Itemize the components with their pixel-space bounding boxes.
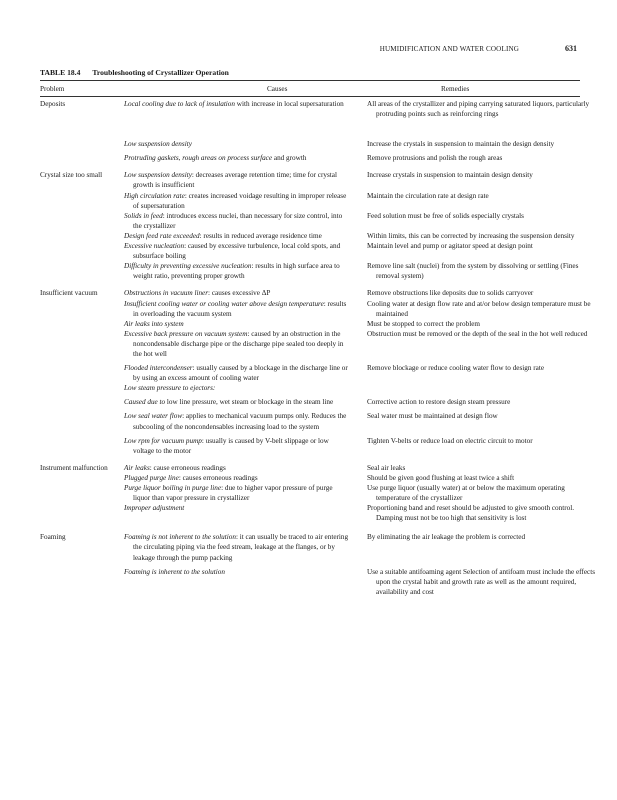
cause-cell: Difficulty in preventing excessive nucleation: results in high surface area to weight ratio, preventing proper growth bbox=[124, 262, 340, 281]
cause-cell: Local cooling due to lack of insulation with increase in local supersaturation bbox=[124, 100, 344, 108]
problem-group-insufficient-vacuum bbox=[40, 288, 591, 455]
cause-cell: Low suspension density bbox=[124, 140, 192, 149]
table-row bbox=[40, 532, 580, 562]
table-row bbox=[40, 383, 580, 393]
table-top-rule bbox=[40, 80, 580, 81]
problem-label: Foaming bbox=[40, 533, 66, 542]
table-row bbox=[40, 261, 580, 281]
remedy-cell: Remove obstructions like deposits due to solids carryover bbox=[367, 289, 534, 298]
remedy-cell: Cooling water at design flow rate and at/or below design temperature must be maintained bbox=[367, 299, 591, 318]
remedy-cell: Seal water must be maintained at design flow bbox=[367, 412, 498, 421]
remedy-cell: All areas of the crystallizer and piping carrying saturated liquors, particularly protruding points such as reinforcing rings bbox=[367, 100, 590, 119]
remedy-cell: Seal air leaks bbox=[367, 463, 406, 472]
cause-cell: Excessive nucleation: caused by excessive turbulence, local cold spots, and subsurface boiling bbox=[124, 242, 341, 261]
cause-cell: High circulation rate: creates increased voidage resulting in improper release of supersaturation bbox=[124, 191, 347, 210]
cause-cell: Low steam pressure to ejectors: bbox=[124, 384, 216, 393]
problem-label: Deposits bbox=[40, 100, 66, 108]
column-header-remedies: Remedies bbox=[441, 85, 470, 93]
table-row bbox=[40, 139, 580, 149]
table-row bbox=[40, 99, 590, 119]
table-row bbox=[40, 411, 580, 431]
table-body bbox=[40, 99, 595, 597]
remedy-cell: Remove line salt (nuclei) from the system by dissolving or settling (Fines removal system) bbox=[367, 262, 579, 281]
problem-group-crystal-size bbox=[40, 170, 580, 281]
problem-group-foaming bbox=[40, 532, 595, 597]
running-head: HUMIDIFICATION AND WATER COOLING bbox=[379, 45, 519, 53]
table-row bbox=[40, 241, 580, 261]
cause-cell: Design feed rate exceeded: results in reduced average residence time bbox=[124, 231, 322, 240]
remedy-cell: Use a suitable antifoaming agent Selection of antifoam must include the effects upon the crystal habit and growth rate as well as the amount required, availability and cost bbox=[367, 567, 595, 596]
page-number: 631 bbox=[565, 44, 577, 53]
remedy-cell bbox=[367, 383, 596, 393]
remedy-cell: Use purge liquor (usually water) at or below the maximum operating temperature of the crystallizer bbox=[367, 484, 565, 503]
table-header-row bbox=[40, 85, 580, 95]
table-row bbox=[40, 191, 580, 211]
cause-cell: Air leaks: cause erroneous readings bbox=[124, 463, 226, 472]
remedy-cell: Within limits, this can be corrected by increasing the suspension density bbox=[367, 231, 575, 240]
table-row bbox=[40, 329, 588, 359]
table-row bbox=[40, 483, 580, 503]
table-row bbox=[40, 170, 580, 190]
remedy-cell: Maintain level and pump or agitator speed at design point bbox=[367, 242, 533, 251]
remedy-cell: Maintain the circulation rate at design rate bbox=[367, 191, 489, 200]
table-row bbox=[40, 397, 580, 407]
table-row bbox=[40, 567, 595, 597]
table-row bbox=[40, 503, 580, 523]
table-title bbox=[40, 68, 229, 77]
column-header-problem: Problem bbox=[40, 85, 65, 93]
problem-group-instrument-malfunction bbox=[40, 463, 580, 524]
cause-cell: Insufficient cooling water or cooling water above design temperature: results in overloading the vacuum system bbox=[124, 299, 347, 318]
cause-cell: Protruding gaskets, rough areas on process surface and growth bbox=[124, 154, 307, 163]
cause-cell: Caused due to low line pressure, wet steam or blockage in the steam line bbox=[124, 398, 334, 407]
remedy-cell: Feed solution must be free of solids especially crystals bbox=[367, 211, 524, 220]
table-row bbox=[40, 231, 580, 241]
cause-cell: Foaming is inherent to the solution bbox=[124, 567, 225, 576]
remedy-cell: Tighten V-belts or reduce load on electric circuit to motor bbox=[367, 436, 533, 445]
column-header-causes: Causes bbox=[267, 85, 288, 93]
remedy-cell: Should be given good flushing at least twice a shift bbox=[367, 473, 515, 482]
table-row bbox=[40, 363, 580, 383]
remedy-cell: Proportioning band and reset should be adjusted to give smooth control. Damping must not be too high that sensitivity is lost bbox=[367, 504, 575, 523]
table-header-rule bbox=[40, 96, 580, 97]
table-row bbox=[40, 463, 580, 473]
remedy-cell: By eliminating the air leakage the problem is corrected bbox=[367, 533, 526, 542]
remedy-cell: Increase the crystals in suspension to maintain the design density bbox=[367, 140, 555, 149]
problem-label: Instrument malfunction bbox=[40, 463, 108, 472]
table-row bbox=[40, 299, 591, 319]
remedy-cell: Corrective action to restore design steam pressure bbox=[367, 398, 511, 407]
cause-cell: Solids in feed: introduces excess nuclei, than necessary for size control, into the crystallizer bbox=[124, 211, 343, 230]
cause-cell: Plugged purge line: causes erroneous readings bbox=[124, 473, 258, 482]
table-row bbox=[40, 319, 580, 329]
remedy-cell: Remove protrusions and polish the rough areas bbox=[367, 154, 503, 163]
cause-cell: Excessive back pressure on vacuum system: caused by an obstruction in the noncondensable discharge pipe or the discharge pipe sealed too deeply in the hot well bbox=[124, 329, 344, 358]
remedy-cell: Increase crystals in suspension to maintain design density bbox=[367, 171, 533, 180]
table-row bbox=[40, 436, 580, 456]
table-row bbox=[40, 153, 580, 163]
table-label: TABLE 18.4 bbox=[40, 68, 81, 77]
cause-cell: Improper adjustment bbox=[124, 504, 185, 513]
problem-label: Insufficient vacuum bbox=[40, 289, 98, 298]
page-header bbox=[40, 45, 577, 57]
remedy-cell: Remove blockage or reduce cooling water flow to design rate bbox=[367, 364, 545, 373]
cause-cell: Low seal water flow: applies to mechanical vacuum pumps only. Reduces the subcooling of the noncondensables increasing load to the system bbox=[124, 412, 347, 431]
cause-cell: Air leaks into system bbox=[124, 319, 184, 328]
remedy-cell: Must be stopped to correct the problem bbox=[367, 319, 480, 328]
problem-label: Crystal size too small bbox=[40, 171, 103, 180]
cause-cell: Foaming is not inherent to the solution: it can usually be traced to air entering the circulating piping via the feed stream, leakage at the flanges, or by leakage through the pump packing bbox=[124, 533, 349, 562]
remedy-cell: Obstruction must be removed or the depth of the seal in the hot well reduced bbox=[367, 329, 588, 338]
problem-group-deposits bbox=[40, 99, 590, 163]
cause-cell: Purge liquor boiling in purge line: due to higher vapor pressure of purge liquor than vapor pressure in crystallizer bbox=[124, 484, 333, 503]
table-row bbox=[40, 473, 580, 483]
table-caption: Troubleshooting of Crystallizer Operation bbox=[92, 68, 229, 77]
table-row bbox=[40, 211, 580, 231]
table-row bbox=[40, 288, 580, 298]
cause-cell: Low rpm for vacuum pump: usually is caused by V-belt slippage or low voltage to the motor bbox=[124, 436, 329, 455]
cause-cell: Flooded intercondenser: usually caused by a blockage in the discharge line or by using an excess amount of cooling water bbox=[124, 364, 348, 383]
cause-cell: Obstructions in vacuum liner: causes excessive ΔP bbox=[124, 289, 271, 298]
cause-cell: Low suspension density: decreases average retention time; time for crystal growth is insufficient bbox=[124, 171, 337, 190]
